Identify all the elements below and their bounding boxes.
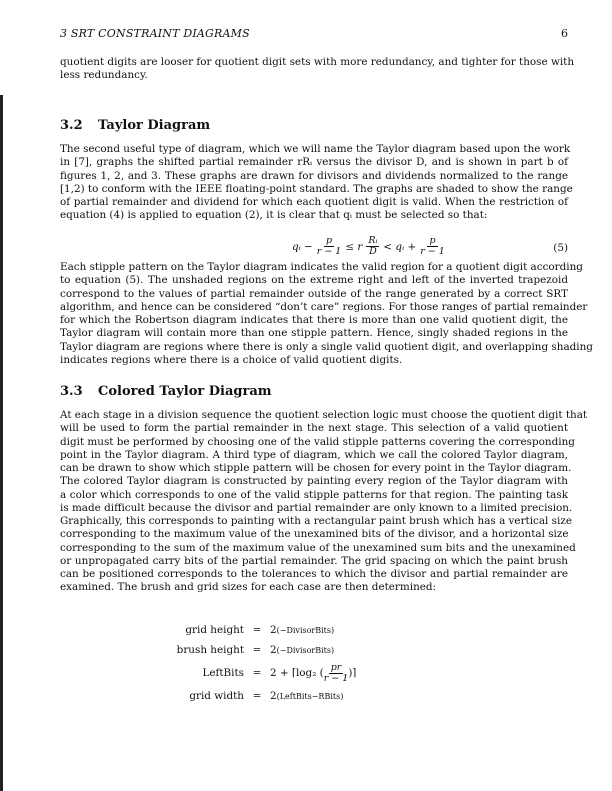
text-line: figures 1, 2, and 3. These graphs are drawn for divisors and dividends normalized to the range [60,169,568,182]
eq-base: 2 [270,690,277,702]
eq-sign: = [252,644,262,656]
fraction [420,236,445,257]
paragraph [60,143,573,223]
text-line: equation (4) is applied to equation (2), it is clear that qᵢ must be selected so that: [60,209,488,222]
numerator: pr [330,661,342,673]
fraction [317,236,342,257]
numerator: p [326,235,333,246]
text-line: correspond to the values of partial remainder outside of the range generated by a correct SRT [60,287,568,300]
section-title: Taylor Diagram [98,118,211,133]
text-line: algorithm, and hence can be considered “don’t care” regions. For those ranges of partial remainder [60,300,588,313]
text-line: is made difficult because the divisor and partial remainder are only known to a limited precision. [60,501,573,514]
equation-brush-height [150,640,356,660]
text-line: a color which corresponds to one of the valid stipple patterns for that region. The painting task [60,488,568,501]
page-number: 6 [561,27,568,40]
eq-exponent: (−DivisorBits) [276,645,335,655]
eq-term: ≤ r [345,240,363,253]
text-line: less redundancy. [60,69,148,82]
eq-term: < qᵢ + [383,240,417,253]
text-line: Graphically, this corresponds to painting with a rectangular paint brush which has a vertical size [60,515,572,527]
text-line: Taylor diagram will contain more than one stipple pattern. Hence, singly shaded regions in the [60,327,568,340]
text-line: corresponding to the maximum value of the unexamined bits of the divisor, and a horizontal size [60,528,569,541]
eq-sign: = [252,690,262,702]
section-heading-3-2 [60,118,210,133]
fraction [324,663,349,684]
equation-5 [60,236,568,262]
text-line: for which the Robertson diagram indicates that there is more than one valid quotient digit, the [60,314,568,326]
text-line: Taylor diagram are regions where there is only a single valid quotient digit, and overlapping shading [60,340,593,353]
text-line: will be used to form the partial remainder in the next stage. This selection of a valid quotient [60,422,568,435]
eq-base: 2 [270,644,277,656]
eq-exponent: (−DivisorBits) [276,625,335,635]
denominator: r − 1 [323,672,349,684]
eq-lhs: grid width [189,690,244,702]
equation-number: (5) [553,242,568,254]
text-line: in [7], graphs the shifted partial remainder rRᵢ versus the divisor D, and is shown in part b of [60,156,568,169]
eq-sign: = [252,667,262,679]
text-line: point in the Taylor diagram. A third type of diagram, which we call the colored Taylor diagram, [60,448,568,461]
intro-paragraph [60,56,575,83]
numerator: Rᵢ [368,235,378,246]
equation-array [150,620,356,706]
text-line: [1,2) to conform with the IEEE floating-point standard. The graphs are shaded to show the range [60,182,573,195]
eq-term: qᵢ − [292,240,313,253]
fraction [366,236,379,257]
section-number: 3.3 [60,384,83,399]
text-line: examined. The brush and grid sizes for each case are then determined: [60,581,437,594]
text-line: The colored Taylor diagram is constructed by painting every region of the Taylor diagram with [60,475,568,488]
eq-term: )⌉ [348,667,357,679]
text-line: Each stipple pattern on the Taylor diagram indicates the valid region for a quotient digit according [60,261,583,273]
eq-sign: = [252,624,262,636]
denominator: r − 1 [316,246,342,257]
text-line: of partial remainder and dividend for which each quotient digit is valid. When the restriction of [60,196,568,208]
text-line: digit must be performed by choosing one of the valid stipple patterns covering the corresponding [60,435,575,448]
eq-term: 2 + ⌈log₂ ( [270,667,324,679]
eq-exponent: (LeftBits−RBits) [276,691,344,701]
text-line: corresponding to the sum of the maximum value of the unexamined sum bits and the unexamined [60,541,576,554]
eq-lhs: LeftBits [202,667,244,679]
text-line: quotient digits are looser for quotient digit sets with more redundancy, and tighter for those with [60,56,575,68]
text-line: can be positioned corresponds to the tolerances to which the divisor and partial remainder are [60,568,568,580]
eq-lhs: brush height [176,644,244,656]
eq-lhs: grid height [185,624,244,636]
section-title: Colored Taylor Diagram [98,384,272,399]
text-line: to equation (5). The unshaded regions on the extreme right and left of the inverted trapezoid [60,274,568,287]
equation-grid-height [150,620,356,640]
section-heading-3-3 [60,384,272,399]
running-header [60,27,568,40]
text-line: or unpropagated carry bits of the partial remainder. The grid spacing on which the paint brush [60,554,568,567]
section-number: 3.2 [60,118,83,133]
text-line: indicates regions where there is a choice of valid quotient digits. [60,353,403,366]
equation-grid-width [150,686,356,706]
equation-leftbits [150,660,356,686]
page-edge-bar [0,95,3,791]
paragraph [60,261,593,367]
text-line: The second useful type of diagram, which we will name the Taylor diagram based upon the work [60,143,571,155]
paragraph [60,409,588,595]
denominator: r − 1 [420,246,445,257]
numerator: p [429,235,436,246]
text-line: At each stage in a division sequence the quotient selection logic must choose the quotient digit that [60,409,588,421]
eq-base: 2 [270,624,277,636]
denominator: D [369,246,377,257]
header-title: 3 SRT CONSTRAINT DIAGRAMS [60,27,250,40]
text-line: can be drawn to show which stipple pattern will be chosen for every point in the Taylor diagram. [60,462,572,474]
